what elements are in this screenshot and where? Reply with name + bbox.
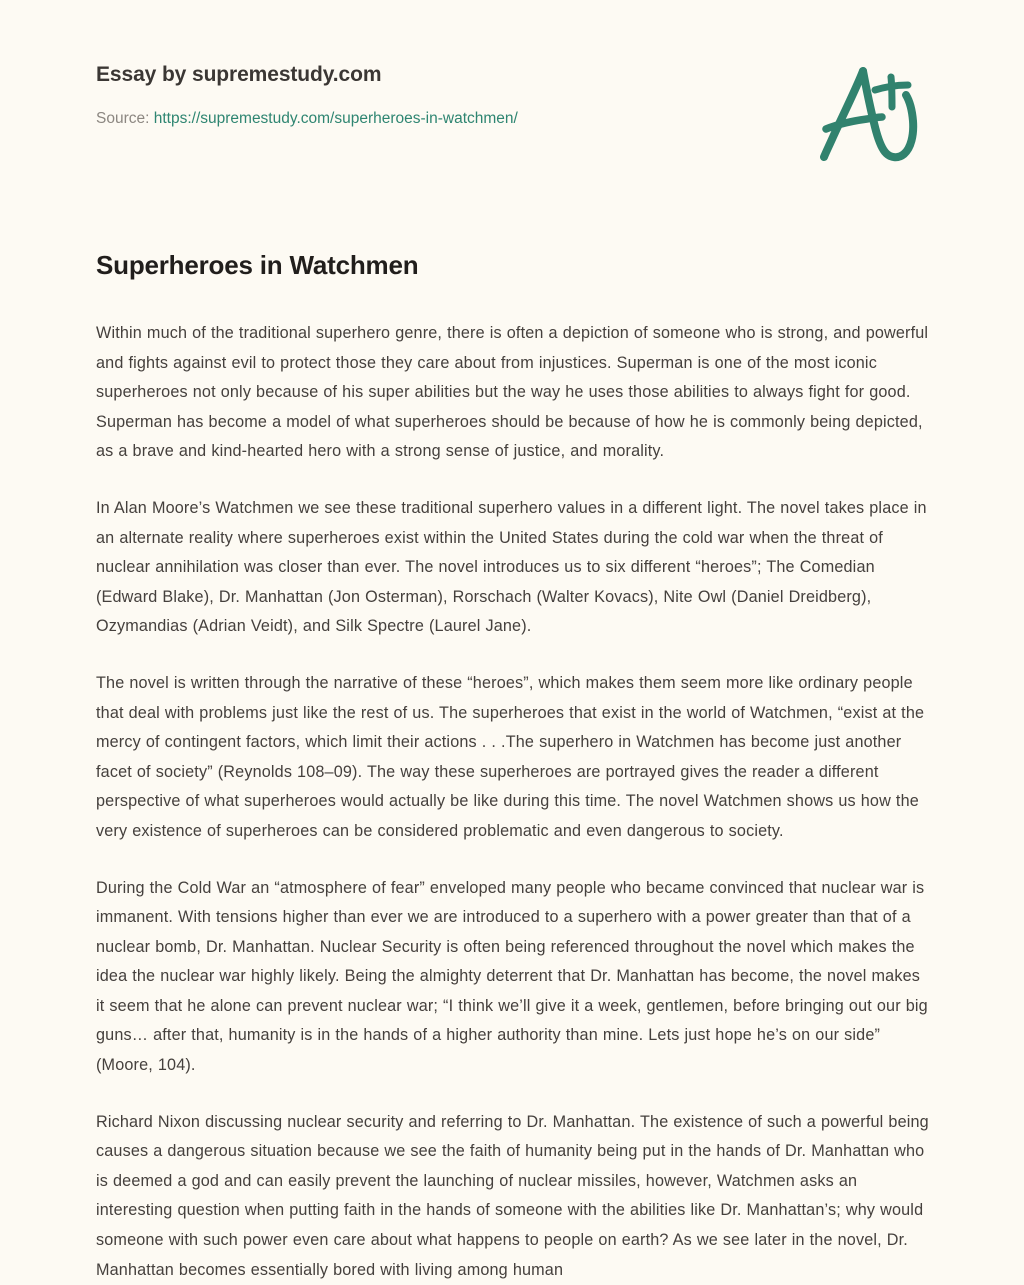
article <box>96 248 932 1285</box>
a-plus-logo[interactable] <box>812 55 936 173</box>
page-header <box>0 0 1024 200</box>
source-url-link[interactable]: https://supremestudy.com/superheroes-in-watchmen/ <box>153 110 518 127</box>
paragraph: Richard Nixon discussing nuclear security and referring to Dr. Manhattan. The existence of such a powerful being causes a dangerous situation because we see the faith of humanity being put in the hands of Dr. Manhattan who is deemed a god and can easily prevent the launching of nuclear missiles, however, Watchmen asks an interesting question when putting faith in the hands of someone with the abilities like Dr. Manhattan’s; why would someone with such power even care about what happens to people on earth? As we see later in the novel, Dr. Manhattan becomes essentially bored with living among human <box>96 1112 929 1279</box>
source-label: Source: <box>96 110 150 127</box>
paragraph: The novel is written through the narrative of these “heroes”, which makes them seem more like ordinary people that deal with problems just like the rest of us. The superheroes that exist in the world of Watchmen, “exist at the mercy of contingent factors, which limit their actions . . .The superhero in Watchmen has become just another facet of society” (Reynolds 108–09). The way these superheroes are portrayed gives the reader a different perspective of what superheroes would actually be like during this time. The novel Watchmen shows us how the very existence of superheroes can be considered problematic and even dangerous to society. <box>96 673 925 840</box>
brand-title: Essay by supremestudy.com <box>96 63 382 86</box>
paragraph: In Alan Moore’s Watchmen we see these traditional superhero values in a different light. The novel takes place in an alternate reality where superheroes exist within the United States during the cold war when the threat of nuclear annihilation was closer than ever. The novel introduces us to six different “heroes”; The Comedian (Edward Blake), Dr. Manhattan (Jon Osterman), Rorschach (Walter Kovacs), Nite Owl (Daniel Dreidberg), Ozymandias (Adrian Veidt), and Silk Spectre (Laurel Jane). <box>96 498 927 636</box>
a-plus-logo-icon <box>812 55 936 173</box>
article-body <box>96 319 932 1285</box>
paragraph: During the Cold War an “atmosphere of fear” enveloped many people who became convinced that nuclear war is immanent. With tensions higher than ever we are introduced to a superhero with a power greater than that of a nuclear bomb, Dr. Manhattan. Nuclear Security is often being referenced throughout the novel which makes the idea the nuclear war highly likely. Being the almighty deterrent that Dr. Manhattan has become, the novel makes it seem that he alone can prevent nuclear war; “I think we’ll give it a week, gentlemen, before bringing out our big guns… after that, humanity is in the hands of a higher authority than mine. Lets just hope he’s on our side” (Moore, 104). <box>96 878 928 1075</box>
source-line <box>96 109 716 129</box>
page-title: Superheroes in Watchmen <box>96 250 419 280</box>
paragraph: Within much of the traditional superhero genre, there is often a depiction of someone who is strong, and powerful and fights against evil to protect those they care about from injustices. Superman is one of the most iconic superheroes not only because of his super abilities but the way he uses those abilities to always fight for good. Superman has become a model of what superheroes should be because of how he is commonly being depicted, as a brave and kind-hearted hero with a strong sense of justice, and morality. <box>96 324 929 461</box>
brand-block <box>96 62 716 129</box>
